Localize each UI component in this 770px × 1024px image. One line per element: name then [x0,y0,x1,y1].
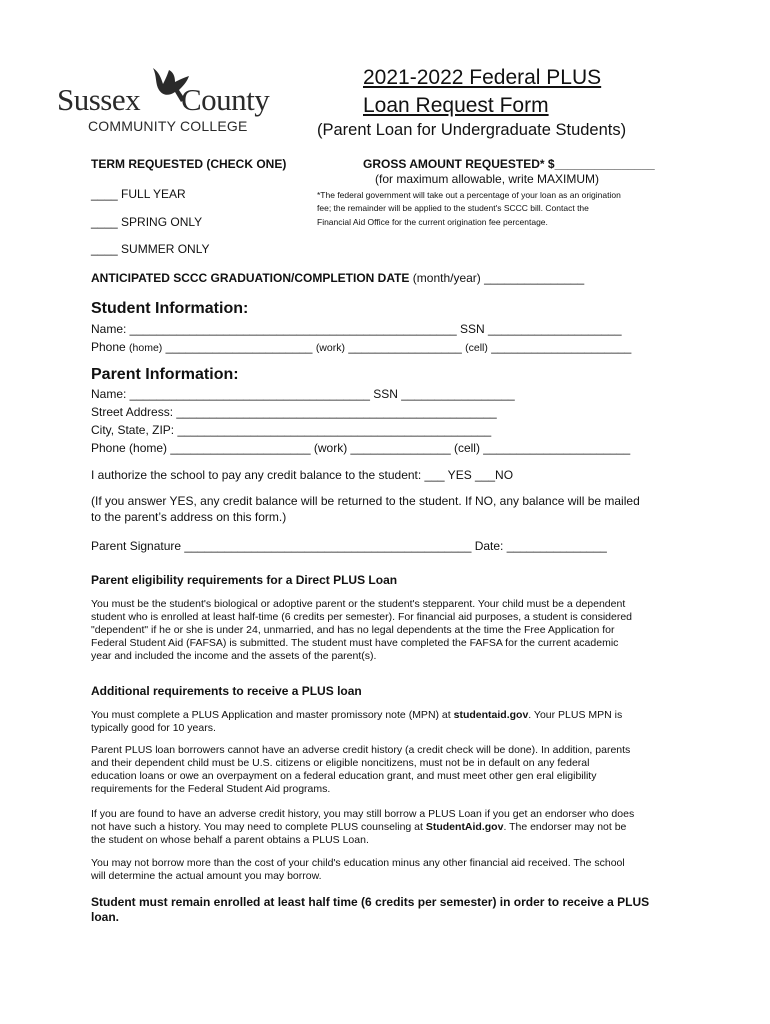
student-phone-cell-label: (cell) [465,342,488,354]
form-subtitle: (Parent Loan for Undergraduate Students) [317,121,627,139]
term-option-full-year[interactable]: ____ FULL YEAR [91,187,186,201]
additional-p3-text: not have such a history. You may need to complete PLUS counseling at [91,821,426,833]
enrollment-requirement: loan. [91,910,120,924]
gross-footnote-line: Financial Aid Office for the current origination fee percentage. [317,217,548,227]
parent-signature-field[interactable]: Parent Signature ___________________________________________ Date: _______________ [91,539,607,553]
student-phone-home-label: (home) [129,342,163,354]
additional-p3-text: . The endorser may not be [503,821,627,833]
gross-amount-note: (for maximum allowable, write MAXIMUM) [375,172,600,186]
studentaid-link[interactable]: StudentAid.gov [425,821,504,833]
term-heading: TERM REQUESTED (CHECK ONE) [91,157,287,171]
eligibility-text-line: Federal Student Aid (FAFSA) is submitted. The student must have completed the FAFSA for the current academic [91,637,619,649]
eligibility-text-line: year and included the income and the assets of the parent(s). [91,650,377,662]
student-phone-work-label: (work) [315,342,345,354]
student-phone-blank: _________________ [344,340,466,354]
parent-phone-field[interactable]: Phone (home) _____________________ (work) _______________ (cell) ______________________ [91,441,631,455]
form-title-line2: Loan Request Form [363,94,549,117]
additional-p1-line [91,709,622,721]
additional-p4-line: You may not borrow more than the cost of your child's education minus any other financial aid received. The school [91,857,625,869]
student-phone-label: Phone [91,340,130,354]
enrollment-requirement: Student must remain enrolled at least half time (6 credits per semester) in order to receive a PLUS [91,895,650,909]
additional-p2-line: requirements for the Federal Student Aid programs. [91,783,331,795]
student-phone-blank: ______________________ [162,340,316,354]
gross-amount-field[interactable]: GROSS AMOUNT REQUESTED* $_______________ [363,157,655,171]
gross-footnote-line: fee; the remainder will be applied to the student's SCCC bill. Contact the [317,203,589,213]
term-option-summer[interactable]: ____ SUMMER ONLY [91,242,210,256]
authorize-explanation: (If you answer YES, any credit balance will be returned to the student. If NO, any balance will be mailed [91,494,640,508]
authorize-explanation: to the parent’s address on this form.) [91,510,287,524]
additional-p1-line: typically good for 10 years. [91,722,216,734]
eligibility-text-line: "dependent" if he or she is under 24, unmarried, and has no legal dependents at the time the Free Application for [91,624,615,636]
logo-word-sussex: Sussex [57,82,141,117]
additional-p3-line [91,821,626,833]
parent-street-field[interactable]: Street Address: ________________________________________________ [91,405,497,419]
parent-info-heading: Parent Information: [91,366,239,383]
additional-p2-line: and their dependent child must be U.S. citizens or eligible noncitizens, must not be in default on any federal [91,757,590,769]
form-title-line1: 2021-2022 Federal PLUS [363,66,602,89]
graduation-suffix: (month/year) _______________ [409,271,585,285]
additional-p3-line: the student on whose behalf a parent obtains a PLUS Loan. [91,834,369,846]
student-info-heading: Student Information: [91,300,249,317]
graduation-label: ANTICIPATED SCCC GRADUATION/COMPLETION DATE [91,271,410,285]
college-logo [57,66,297,138]
eligibility-text-line: You must be the student's biological or adoptive parent or the student's stepparent. Your child must be a dependent [91,598,626,610]
additional-p4-line: will determine the actual amount you may borrow. [91,870,322,882]
parent-city-field[interactable]: City, State, ZIP: _______________________________________________ [91,423,492,437]
parent-name-ssn-field[interactable]: Name: ____________________________________ SSN _________________ [91,387,515,401]
credit-balance-authorize[interactable]: I authorize the school to pay any credit balance to the student: ___ YES ___NO [91,468,514,482]
student-phone-field[interactable] [91,340,631,354]
studentaid-link[interactable]: studentaid.gov [453,709,529,721]
additional-p2-line: education loans or owe an overpayment on a federal education grant, and must meet other gen eral eligibility [91,770,597,782]
student-phone-blank: _____________________ [487,340,632,354]
student-name-ssn-field[interactable]: Name: _________________________________________________ SSN ____________________ [91,322,622,336]
term-option-spring[interactable]: ____ SPRING ONLY [91,215,203,229]
additional-p3-line: If you are found to have an adverse credit history, you may still borrow a PLUS Loan if you get an endorser who does [91,808,635,820]
additional-heading: Additional requirements to receive a PLUS loan [91,684,362,698]
logo-subtitle: COMMUNITY COLLEGE [88,118,248,134]
gross-footnote-line: *The federal government will take out a percentage of your loan as an origination [317,190,621,200]
additional-p1-text: You must complete a PLUS Application and master promissory note (MPN) at [91,709,454,721]
graduation-date-field[interactable] [91,271,584,285]
additional-p2-line: Parent PLUS loan borrowers cannot have an adverse credit history (a credit check will be done). In addition, parents [91,744,631,756]
eligibility-text-line: student who is enrolled at least half-time (6 credits per semester). For financial aid purposes, a student is considered [91,611,633,623]
additional-p1-text: . Your PLUS MPN is [528,709,623,721]
logo-word-county: County [181,82,270,117]
eligibility-heading: Parent eligibility requirements for a Direct PLUS Loan [91,573,398,587]
